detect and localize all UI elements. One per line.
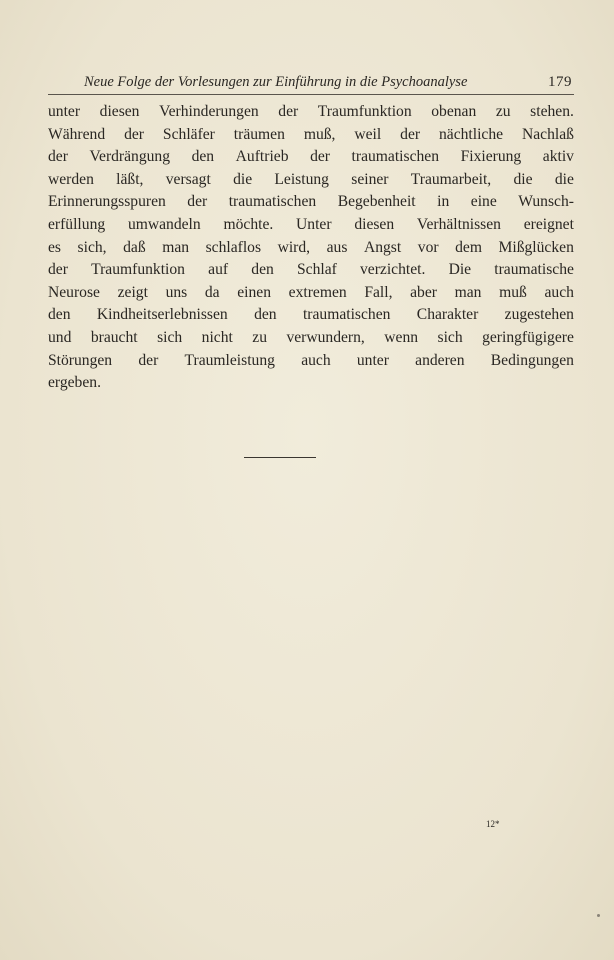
text-line <box>48 372 574 395</box>
word: traumatischen <box>302 306 391 324</box>
word: die <box>554 170 574 188</box>
word: Verhältnissen <box>416 215 501 233</box>
section-end-rule <box>244 457 316 458</box>
running-head <box>48 72 574 95</box>
text-line <box>48 282 574 305</box>
word: traumatische <box>494 261 574 279</box>
word: in <box>437 193 450 211</box>
word: Schlaf <box>296 261 337 279</box>
word: eine <box>470 193 497 211</box>
word: der <box>138 351 159 369</box>
word: Unter <box>296 215 332 233</box>
word: unter <box>356 351 389 369</box>
word: der <box>48 148 68 166</box>
word: zu <box>252 328 267 346</box>
text-line <box>48 214 574 237</box>
word: diesen <box>354 215 395 233</box>
word: der <box>278 103 299 120</box>
text-line <box>48 124 574 147</box>
word: Begebenheit <box>337 193 416 211</box>
word: Verdrängung <box>89 148 171 166</box>
word: Bedingungen <box>490 351 574 369</box>
word: weil <box>354 125 382 143</box>
word: umwandeln <box>127 215 201 233</box>
text-line <box>48 259 574 282</box>
word: auch <box>301 351 331 369</box>
word: braucht <box>90 328 138 346</box>
word: zugestehen <box>504 306 574 324</box>
word: stehen. <box>530 103 574 120</box>
word: zeigt <box>117 283 148 301</box>
word: Während <box>48 125 106 143</box>
word: da <box>204 283 220 301</box>
word: werden <box>48 170 94 188</box>
word: Neurose <box>48 283 100 301</box>
word: Traumarbeit, <box>410 170 492 188</box>
word: diesen <box>99 103 140 120</box>
word: verzichtet. <box>360 261 426 279</box>
signature-mark: 12* <box>486 819 500 829</box>
word: Traumfunktion <box>91 261 185 279</box>
word: auch <box>544 283 574 301</box>
word: Die <box>448 261 472 279</box>
word: wenn <box>384 328 419 346</box>
word: Erinnerungsspuren <box>48 193 166 211</box>
word: aber <box>410 283 437 301</box>
word: unter <box>48 103 81 120</box>
word: aktiv <box>542 148 574 166</box>
word: ereignet <box>523 215 574 233</box>
word: Traumfunktion <box>317 103 412 120</box>
text-line <box>48 327 574 350</box>
word: die <box>233 170 253 188</box>
word: man <box>454 283 482 301</box>
word: auf <box>208 261 229 279</box>
word: den <box>191 148 215 166</box>
word: geringfügigere <box>482 328 574 346</box>
word: sich <box>437 328 463 346</box>
word: traumatischen <box>228 193 317 211</box>
word: versagt <box>165 170 211 188</box>
word: der <box>310 148 330 166</box>
word: Leistung <box>274 170 329 188</box>
word: ergeben. <box>48 374 101 392</box>
word: sich <box>157 328 183 346</box>
text-line <box>48 169 574 192</box>
word: Störungen <box>48 351 113 369</box>
word: Angst <box>363 238 402 256</box>
word: der <box>187 193 208 211</box>
word: uns <box>165 283 188 301</box>
word: der <box>400 125 421 143</box>
word: und <box>48 328 72 346</box>
word: Fixierung <box>460 148 522 166</box>
word: den <box>48 306 71 324</box>
word: die <box>513 170 533 188</box>
text-line <box>48 101 574 124</box>
word: dem <box>455 238 482 256</box>
word: aus <box>326 238 348 256</box>
word: obenan <box>431 103 477 120</box>
text-line <box>48 304 574 327</box>
word: muß, <box>303 125 336 143</box>
paper-speck <box>597 914 600 917</box>
word: Kindheitserlebnissen <box>96 306 228 324</box>
word: der <box>48 261 68 279</box>
word: traumatischen <box>351 148 440 166</box>
text-line <box>48 191 574 214</box>
word: vor <box>417 238 439 256</box>
text-line <box>48 146 574 169</box>
word: Mißglücken <box>498 238 574 256</box>
word: den <box>254 306 277 324</box>
word: extremen <box>288 283 347 301</box>
word: möchte. <box>223 215 274 233</box>
word: Schläfer <box>162 125 215 143</box>
page-number: 179 <box>548 74 572 90</box>
word: es <box>48 238 61 256</box>
word: sich, <box>77 238 107 256</box>
running-title: Neue Folge der Vorlesungen zur Einführung in die Psychoanalyse <box>84 74 468 90</box>
word: anderen <box>415 351 465 369</box>
word: muß <box>499 283 527 301</box>
word: träumen <box>233 125 285 143</box>
body-text <box>48 101 574 395</box>
word: schlaflos <box>205 238 262 256</box>
word: der <box>124 125 144 143</box>
word: wird, <box>277 238 311 256</box>
word: seiner <box>351 170 389 188</box>
word: Fall, <box>364 283 393 301</box>
word: man <box>162 238 190 256</box>
text-line <box>48 350 574 373</box>
word: Verhinderungen <box>159 103 259 120</box>
word: daß <box>123 238 146 256</box>
word: zu <box>495 103 511 120</box>
word: läßt, <box>116 170 144 188</box>
word: einen <box>237 283 272 301</box>
word: Wunsch- <box>518 193 574 211</box>
word: verwundern, <box>286 328 365 346</box>
word: Charakter <box>416 306 479 324</box>
text-line <box>48 237 574 260</box>
word: nicht <box>201 328 233 346</box>
word: Traumleistung <box>184 351 275 369</box>
word: nächtliche <box>438 125 504 143</box>
word: Nachlaß <box>521 125 574 143</box>
word: Auftrieb <box>235 148 289 166</box>
word: erfüllung <box>48 215 106 233</box>
word: den <box>251 261 274 279</box>
